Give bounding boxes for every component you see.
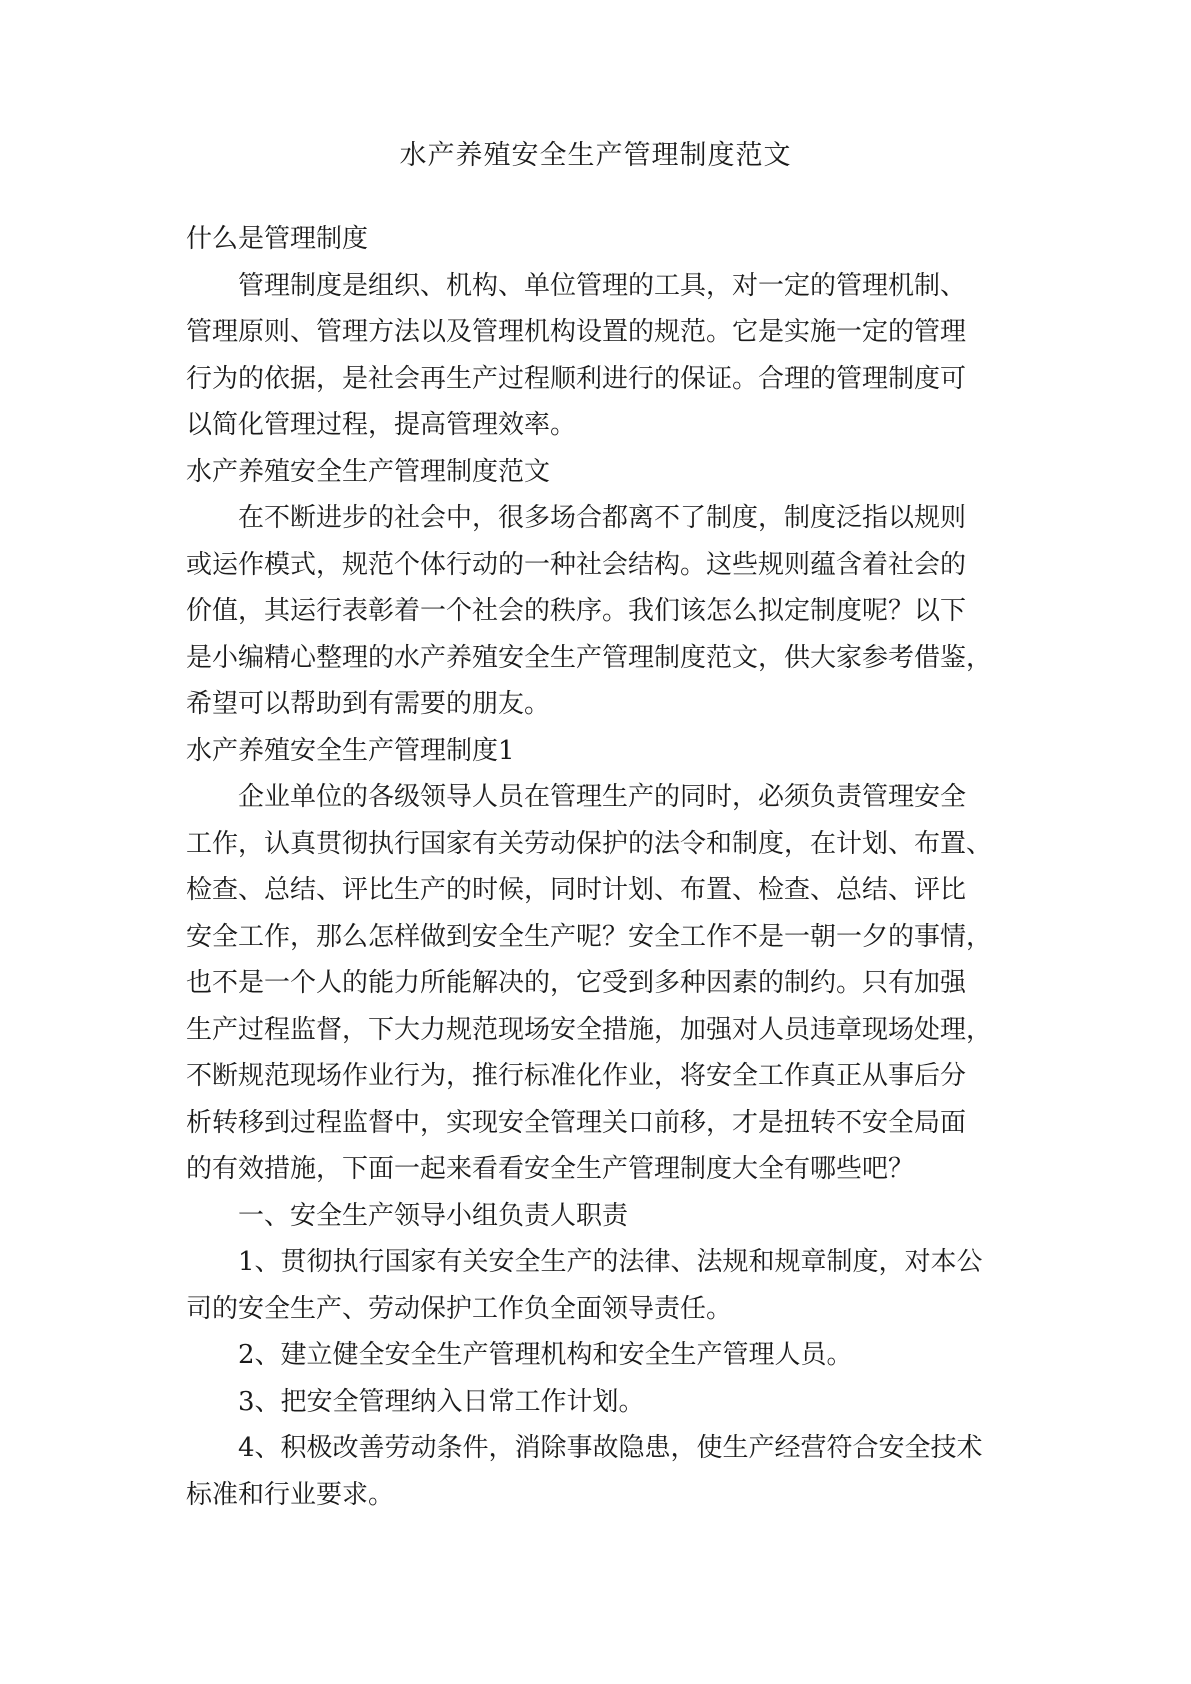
text-line: 管理原则、管理方法以及管理机构设置的规范。它是实施一定的管理 [186, 317, 967, 347]
text-line: 1、贯彻执行国家有关安全生产的法律、法规和规章制度，对本公 [238, 1247, 983, 1277]
text-line: 是小编精心整理的水产养殖安全生产管理制度范文，供大家参考借鉴， [186, 642, 993, 673]
text-line: 标准和行业要求。 [186, 1479, 395, 1510]
text-line: 一、安全生产领导小组负责人职责 [238, 1200, 629, 1231]
text-line: 3、把安全管理纳入日常工作计划。 [238, 1386, 645, 1417]
text-line: 检查、总结、评比生产的时候，同时计划、布置、检查、总结、评比 [186, 875, 967, 905]
text-line: 4、积极改善劳动条件，消除事故隐患，使生产经营符合安全技术 [238, 1433, 983, 1463]
text-line: 也不是一个人的能力所能解决的，它受到多种因素的制约。只有加强 [186, 968, 967, 998]
text-line: 析转移到过程监督中，实现安全管理关口前移，才是扭转不安全局面 [186, 1107, 967, 1138]
text-line: 以简化管理过程，提高管理效率。 [186, 410, 577, 440]
text-line: 或运作模式，规范个体行动的一种社会结构。这些规则蕴含着社会的 [186, 549, 967, 580]
text-line: 工作，认真贯彻执行国家有关劳动保护的法令和制度，在计划、布置、 [186, 828, 993, 859]
text-line: 司的安全生产、劳动保护工作负全面领导责任。 [186, 1293, 733, 1324]
text-line: 2、建立健全安全生产管理机构和安全生产管理人员。 [238, 1340, 853, 1370]
text-line: 不断规范现场作业行为，推行标准化作业，将安全工作真正从事后分 [186, 1061, 967, 1091]
document-body [186, 216, 1006, 1518]
text-line: 什么是管理制度 [186, 224, 369, 254]
text-line: 管理制度是组织、机构、单位管理的工具，对一定的管理机制、 [238, 270, 967, 301]
text-line: 行为的依据，是社会再生产过程顺利进行的保证。合理的管理制度可 [186, 363, 967, 394]
text-line: 的有效措施，下面一起来看看安全生产管理制度大全有哪些吧？ [186, 1154, 915, 1184]
text-line: 企业单位的各级领导人员在管理生产的同时，必须负责管理安全 [238, 782, 967, 812]
text-line: 生产过程监督，下大力规范现场安全措施，加强对人员违章现场处理， [186, 1014, 993, 1045]
text-line: 希望可以帮助到有需要的朋友。 [186, 689, 551, 719]
text-line: 水产养殖安全生产管理制度范文 [186, 456, 551, 487]
text-line: 价值，其运行表彰着一个社会的秩序。我们该怎么拟定制度呢？以下 [186, 596, 967, 626]
text-line: 安全工作，那么怎样做到安全生产呢？安全工作不是一朝一夕的事情， [186, 921, 993, 952]
document-title: 水产养殖安全生产管理制度范文 [399, 140, 792, 171]
text-line: 在不断进步的社会中，很多场合都离不了制度，制度泛指以规则 [238, 503, 967, 533]
text-line: 水产养殖安全生产管理制度1 [186, 735, 515, 766]
